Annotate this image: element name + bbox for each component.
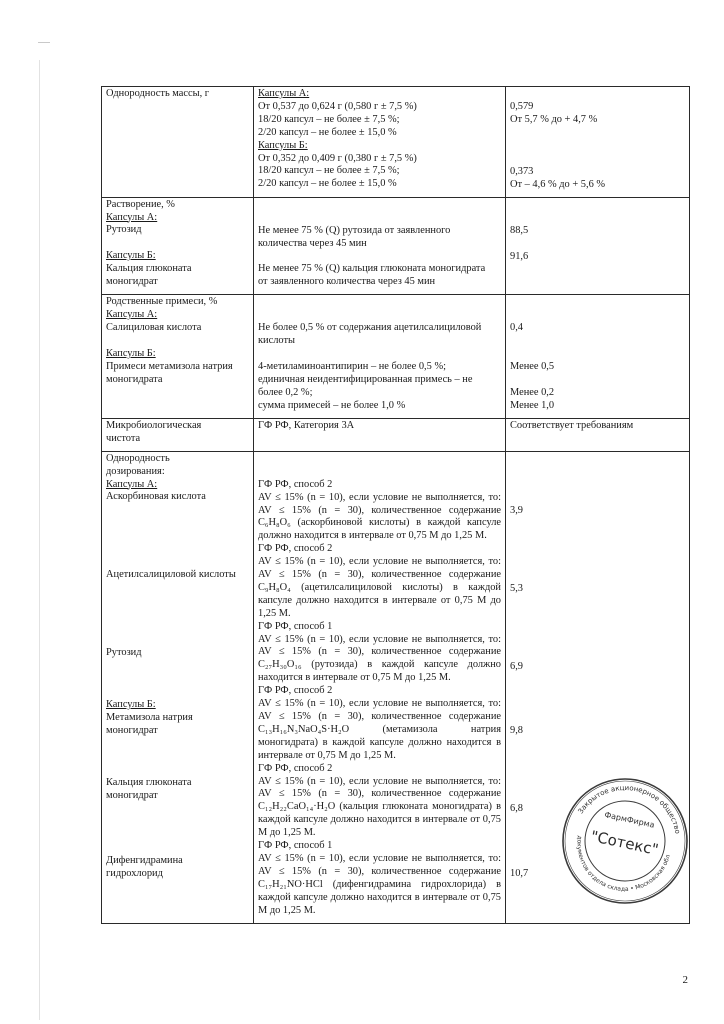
parameter-cell (102, 197, 254, 295)
substance-name: Дифенгидрамина (106, 854, 183, 866)
method-block-acetylsalicylic (258, 543, 501, 620)
norm-cell (254, 295, 506, 419)
norm-text: (ацетилсалициловой кислоты) в каждой капсуле должно находится в интервале от 0,75 M до 1,25 M. (258, 581, 501, 619)
parameter-name: чистота (106, 432, 141, 444)
result-value: 3,9 (510, 504, 523, 516)
capsules-b-label: Капсулы Б: (106, 699, 156, 711)
substance-name: Рутозид (106, 647, 142, 659)
chemical-formula: C₁₂H₂₂CaO₁₄·H₂O (258, 801, 336, 813)
substance-name: Метамизола натрия (106, 712, 193, 724)
norm-line: 4-метиламиноантипирин – не более 0,5 %; (258, 361, 446, 373)
parameter-name: Однородность массы, г (106, 88, 210, 99)
method-line: ГФ РФ, способ 2 (258, 478, 333, 490)
parameter-name: Растворение, % (106, 198, 175, 210)
stamp-company-name: "Сотекс" (589, 827, 661, 859)
result-cell (506, 418, 690, 451)
page-number: 2 (682, 974, 688, 986)
substance-name: моногидрат (106, 789, 158, 801)
norm-text: (метамизола натрия моногидрата) в каждой капсуле должно находится в интервале от 0,75 M до 1,25 M. (258, 723, 501, 761)
norm-line: Не менее 75 % (Q) рутозида от заявленного (258, 224, 451, 236)
substance-name: Рутозид (106, 224, 142, 236)
capsules-a-label: Капсулы А: (258, 88, 310, 99)
norm-text: AV ≤ 15% (n = 10), если условие не выполняется, то: AV ≤ 15% (n = 30), количественное содержание (258, 698, 501, 722)
norm-line: От 0,537 до 0,624 г (0,580 г ± 7,5 %) (258, 100, 417, 112)
norm-text: (аскорбиновой кислоты) в каждой капсуле должно находится в интервале от 0,75 M до 1,25 M. (258, 517, 501, 542)
parameter-name: Однородность (106, 452, 170, 464)
result-value: 10,7 (510, 868, 529, 880)
table-row-microbiology (102, 418, 690, 451)
result-value: 91,6 (510, 250, 529, 262)
norm-line: сумма примесей – не более 1,0 % (258, 399, 406, 411)
table-row-dissolution (102, 197, 690, 295)
result-value: Менее 1,0 (510, 399, 555, 411)
stamp-ring-bottom: документов отдела склада • Московская область (575, 835, 672, 893)
stamp-firm-label: ФармФирма (603, 810, 656, 830)
capsules-a-label: Капсулы А: (106, 309, 158, 321)
method-block-diphenhydramine (258, 840, 501, 917)
substance-name: гидрохлорид (106, 867, 163, 879)
method-line: ГФ РФ, способ 1 (258, 840, 333, 852)
method-block-rutoside (258, 621, 501, 686)
norm-text: AV ≤ 15% (n = 10), если условие не выполняется, то: AV ≤ 15% (n = 30), количественное содержание (258, 775, 501, 800)
result-value: 88,5 (510, 224, 529, 236)
substance-name: моногидрат (106, 724, 158, 736)
substance-name: Ацетилсалициловой кислоты (106, 569, 236, 581)
result-value: 6,9 (510, 660, 523, 672)
method-line: ГФ РФ, способ 2 (258, 762, 333, 774)
result-value: 0,373 (510, 165, 534, 177)
substance-name: моногидрат (106, 276, 158, 288)
chemical-formula: C₉H₈O₄ (258, 581, 291, 593)
norm-line: Не менее 75 % (Q) кальция глюконата моногидрата (258, 263, 486, 275)
parameter-cell (102, 418, 254, 451)
norm-text: (дифенгидрамина гидрохлорида) в каждой капсуле должно находится в интервале от 0,75 M до 1,25 M. (258, 878, 501, 916)
parameter-name: дозирования: (106, 465, 165, 477)
substance-name: моногидрата (106, 373, 163, 385)
substance-name: Примеси метамизола натрия (106, 360, 233, 372)
norm-line: От 0,352 до 0,409 г (0,380 г ± 7,5 %) (258, 152, 417, 164)
method-block-ascorbic (258, 479, 501, 544)
table-row-mass-uniformity (102, 87, 690, 198)
substance-name: Кальция глюконата (106, 776, 192, 788)
method-line: ГФ РФ, способ 1 (258, 620, 333, 632)
norm-line: более 0,2 %; (258, 386, 313, 398)
company-seal-stamp (560, 776, 690, 906)
norm-text: (кальция глюконата моногидрата) в каждой капсуле должно находится в интервале от 0,75 M до 1,25 M. (258, 801, 501, 839)
norm-line: единичная неидентифицированная примесь – не (258, 373, 473, 385)
scan-edge-mark (38, 42, 50, 43)
result-value: От 5,7 % до + 4,7 % (510, 113, 598, 125)
result-cell (506, 295, 690, 419)
norm-line: количества через 45 мин (258, 237, 367, 249)
norm-text: AV ≤ 15% (n = 10), если условие не выполняется, то: AV ≤ 15% (n = 30), количественное содержание (258, 852, 501, 877)
chemical-formula: C₁₃H₁₆N₃NaO₄S·H₂O (258, 723, 350, 735)
capsules-a-label: Капсулы А: (106, 478, 158, 490)
result-value: 9,8 (510, 725, 523, 737)
result-value: 5,3 (510, 582, 523, 594)
norm-line: Не более 0,5 % от содержания ацетилсалициловой (258, 322, 482, 334)
norm-line: 18/20 капсул – не более ± 7,5 %; (258, 165, 400, 177)
norm-line: кислоты (258, 335, 295, 347)
scan-edge-line (39, 60, 40, 1020)
parameter-name: Микробиологическая (106, 419, 202, 431)
parameter-cell (102, 451, 254, 923)
method-block-calcium (258, 763, 501, 840)
chemical-formula: C₂₇H₃₀O₁₆ (258, 659, 302, 671)
capsules-b-label: Капсулы Б: (106, 250, 156, 262)
norm-line: 2/20 капсул – не более ± 15,0 % (258, 126, 397, 138)
substance-name: Аскорбиновая кислота (106, 491, 206, 503)
result-value: 0,579 (510, 101, 534, 112)
method-line: ГФ РФ, способ 2 (258, 685, 333, 697)
chemical-formula: C₁₇H₂₁NO·HCl (258, 878, 323, 890)
result-value: 0,4 (510, 322, 523, 334)
capsules-b-label: Капсулы Б: (258, 139, 308, 151)
capsules-b-label: Капсулы Б: (106, 347, 156, 359)
norm-text: AV ≤ 15% (n = 10), если условие не выполняется, то: AV ≤ 15% (n = 30), количественное содержание (258, 491, 501, 516)
result-value: От – 4,6 % до + 5,6 % (510, 178, 606, 190)
method-block-metamizole (258, 685, 501, 762)
result-cell (506, 197, 690, 295)
norm-line: 2/20 капсул – не более ± 15,0 % (258, 178, 397, 190)
norm-cell (254, 87, 506, 198)
norm-cell (254, 197, 506, 295)
parameter-name: Родственные примеси, % (106, 296, 218, 308)
norm-line: ГФ РФ, Категория 3А (258, 419, 355, 431)
method-line: ГФ РФ, способ 2 (258, 543, 333, 555)
substance-name: Кальция глюконата (106, 263, 192, 275)
result-value: Менее 0,5 (510, 361, 555, 373)
capsules-a-label: Капсулы А: (106, 211, 158, 223)
parameter-cell (102, 295, 254, 419)
norm-cell (254, 451, 506, 923)
result-value: 6,8 (510, 803, 523, 815)
result-value: Менее 0,2 (510, 387, 555, 399)
norm-cell (254, 418, 506, 451)
result-value: Соответствует требованиям (510, 419, 634, 431)
substance-name: Салициловая кислота (106, 322, 202, 334)
stamp-ring-top: Закрытое акционерное общество (576, 783, 682, 835)
result-cell (506, 87, 690, 198)
norm-line: 18/20 капсул – не более ± 7,5 %; (258, 113, 400, 125)
norm-text: AV ≤ 15% (n = 10), если условие не выполняется, то: AV ≤ 15% (n = 30), количественное содержание (258, 633, 501, 658)
norm-text: AV ≤ 15% (n = 10), если условие не выполняется, то: AV ≤ 15% (n = 30), количественное содержание (258, 556, 501, 581)
norm-text: (рутозида) в каждой капсуле должно находится в интервале от 0,75 M до 1,25 M. (258, 659, 501, 684)
table-row-related-impurities (102, 295, 690, 419)
parameter-cell (102, 87, 254, 198)
chemical-formula: C₆H₈O₆ (258, 517, 291, 529)
norm-line: от заявленного количества через 45 мин (258, 276, 436, 288)
